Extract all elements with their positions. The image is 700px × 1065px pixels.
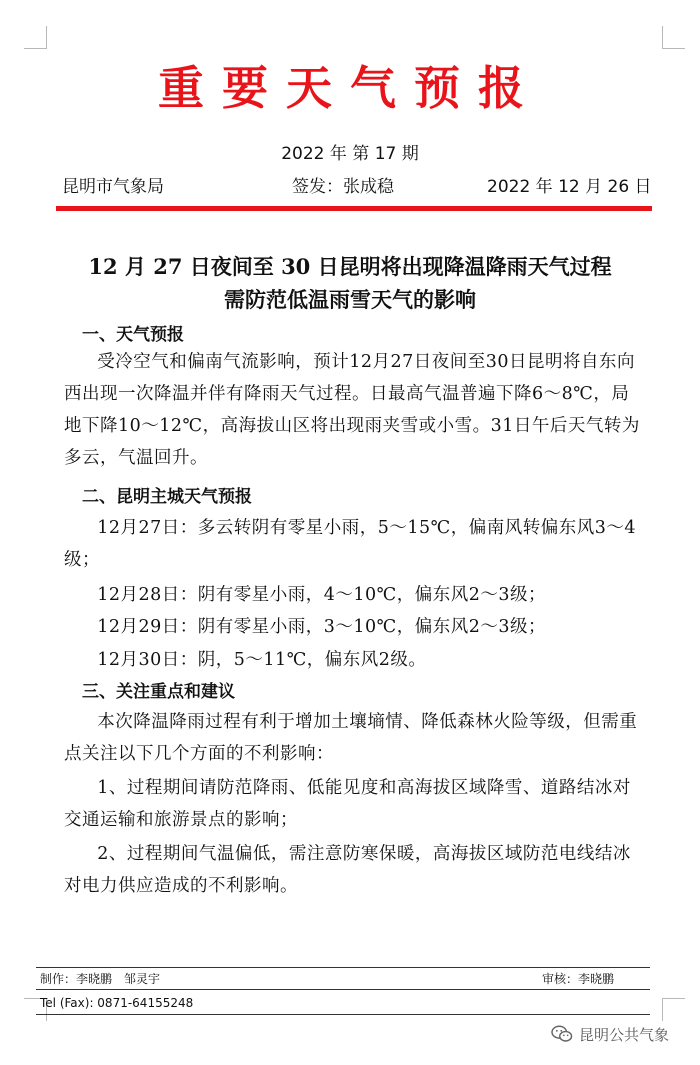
footer-tel: Tel (Fax): 0871-64155248	[40, 996, 194, 1010]
crop-mark-top-right	[662, 26, 685, 49]
watermark	[551, 1023, 669, 1045]
section-heading-forecast: 一、天气预报	[82, 325, 184, 345]
section-heading-city-forecast: 二、昆明主城天气预报	[82, 487, 252, 507]
document-banner: 重要天气预报	[158, 61, 542, 115]
issue-number: 2022 年 第 17 期	[281, 144, 419, 164]
crop-mark-bottom-right	[662, 998, 685, 1021]
forecast-dec-28: 12月28日：阴有零星小雨，4～10℃，偏东风2～3级；	[97, 585, 547, 605]
footer-divider-middle	[36, 989, 650, 990]
issue-date: 2022 年 12 月 26 日	[487, 177, 652, 197]
footer-divider-top	[36, 967, 650, 968]
footer-reviewer: 审核：李晓鹏	[542, 972, 615, 986]
footer-divider-bottom	[36, 1014, 650, 1015]
red-divider	[56, 206, 652, 211]
signer: 签发：张成稳	[292, 177, 394, 197]
advice-item-2: 2、过程期间气温偏低，需注意防寒保暖，高海拔区域防范电线结冰对电力供应造成的不利影响。	[64, 844, 631, 896]
issuing-organization: 昆明市气象局	[62, 177, 164, 197]
forecast-dec-29: 12月29日：阴有零星小雨，3～10℃，偏东风2～3级；	[97, 617, 547, 637]
watermark-text: 昆明公共气象	[579, 1025, 670, 1044]
headline-line-1: 12 月 27 日夜间至 30 日昆明将出现降温降雨天气过程	[88, 254, 612, 279]
footer-makers: 制作：李晓鹏 邹灵宇	[40, 972, 161, 986]
forecast-dec-30: 12月30日：阴，5～11℃，偏东风2级。	[97, 650, 427, 670]
advice-item-1: 1、过程期间请防范降雨、低能见度和高海拔区域降雪、道路结冰对交通运输和旅游景点的影响；	[64, 778, 631, 830]
section-text-advice: 本次降温降雨过程有利于增加土壤墒情、降低森林火险等级，但需重点关注以下几个方面的不利影响：	[64, 712, 638, 764]
wechat-icon	[551, 1024, 573, 1044]
headline-line-2: 需防范低温雨雪天气的影响	[224, 287, 476, 312]
crop-mark-top-left	[24, 26, 47, 49]
forecast-dec-27: 12月27日：多云转阴有零星小雨，5～15℃，偏南风转偏东风3～4级；	[64, 518, 637, 570]
section-heading-advice: 三、关注重点和建议	[82, 682, 235, 702]
section-text-forecast: 受冷空气和偏南气流影响，预计12月27日夜间至30日昆明将自东向西出现一次降温并伴有降雨天气过程。日最高气温普遍下降6～8℃，局地下降10～12℃，高海拔山区将出现雨夹雪或小雪。31日午后天气转为多云，气温回升。	[64, 352, 640, 468]
